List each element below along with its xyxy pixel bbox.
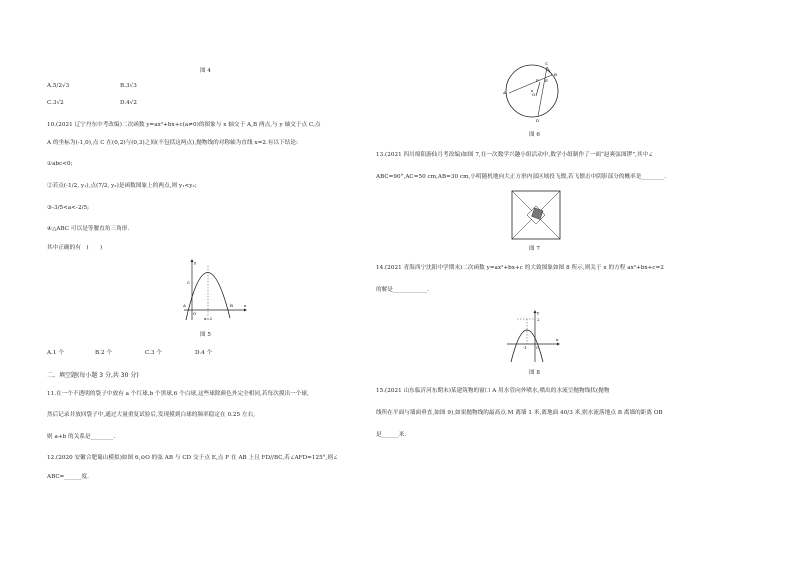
q9-option-a: A.5/2√3 [47,83,70,89]
q10-option-a: A.1 个 [47,350,64,356]
fig6-chord-cd [538,67,547,116]
fig5-label-x: x [244,303,247,308]
q15-line-3: 是______米. [376,432,407,438]
fig8-label-y: y [537,310,540,315]
q15-line-2: 线所在平面与墙面垂直,如图 9),如果抛物线的最高点 M 离墙 1 米,离地面 40/3 米,则水流落地点 B 离墙的距离 OB [376,410,663,416]
fig4-caption: 图 4 [200,68,211,74]
q9-option-d: D.4√2 [120,100,137,106]
section-2-heading: 二、填空题(每小题 3 分,共 30 分) [47,372,139,379]
fig6-caption: 图 6 [529,132,540,138]
fig5-caption: 图 5 [200,332,211,338]
figure-7-square [510,189,562,241]
fig5-label-axis: x=2 [204,316,213,321]
fig6-label-c: C [545,61,549,66]
q10-line-1: 10.(2021 辽宁丹东中考改编)二次函数 y=ax²+bx+c(a≠0)的图象与 x 轴交于 A,B 两点,与 y 轴交于点 C,点 [47,122,321,128]
fig6-label-a: A [503,90,506,95]
fig5-label-a: A [183,303,186,308]
q13-line-1: 13.(2021 四川绵阳游仙月考改编)如图 7,在一次数学兴趣小组活动中,数学小组制作了一面“赵爽弦图锣”,其中∠ [376,152,654,158]
q12-line-2: ABC=______度. [47,474,89,480]
fig5-label-o: O [193,311,197,316]
q10-line-2: A 的坐标为(-1,0),点 C 在(0,2)与(0,3)之间(不包括这两点),抛物线的对称轴为直线 x=2.有以下结论: [47,140,298,146]
q10-statement-3: ③-3/5<a<-2/5; [47,205,90,211]
q11-line-2: 然后记录并放回袋子中,通过大量重复试验后,发现摸到白球的频率稳定在 0.25 左右, [47,412,256,418]
q10-option-c: C.3 个 [145,350,163,356]
q10-statement-1: ①abc<0; [47,161,73,167]
q14-line-2: 的解是____________. [376,287,429,293]
fig6-label-f: F [536,78,539,83]
fig6-segment-bc [547,67,552,75]
q10-prompt: 其中正确的有 ( ) [47,245,103,251]
fig8-label-minus-1: -1 [523,345,527,350]
fig5-label-y: y [194,260,197,265]
q13-line-2: ABC=90°,AC=50 cm,AB=30 cm,小明随机地向大正方形内部区域投飞镖,若飞镖击中阴影部分的概率是________. [376,174,667,180]
figure-6-circle [500,56,564,124]
q10-statement-2: ②若点(-1/2, y₁),点(7/2, y₂)是函数图象上的两点,则 y₁<y₂; [47,183,197,189]
fig7-caption: 图 7 [529,246,540,252]
figure-5-parabola [170,256,250,324]
q10-statement-4: ④△ABC 可以是等腰直角三角形. [47,226,130,232]
figure-8-parabola [503,308,561,364]
q11-line-1: 11.在一个不透明的袋子中放有 a 个红球,b 个黑球,6 个白球,这些球除颜色外完全相同,若每次摸出一个球, [47,391,309,397]
q11-line-3: 则 a+b 的关系是________. [47,434,116,440]
fig6-label-e: E [545,78,548,83]
q10-option-d: D.4 个 [195,350,213,356]
fig8-label-2: 2 [537,317,540,322]
q9-option-b: B.3√3 [120,83,137,89]
fig6-label-d: D [536,118,540,123]
fig5-label-b: B [230,303,233,308]
fig8-label-o: O [536,345,540,350]
q10-option-b: B.2 个 [95,350,113,356]
q14-line-1: 14.(2021 青海西宁沈阳中学期末)二次函数 y=ax²+bx+c 的大致图象如图 8 所示,则关于 x 的方程 ax²+bx+c=2 [376,265,664,271]
q15-line-1: 15.(2021 山东临沂河东期末)某建筑物的窗口 A 用水管向外喷水,喷出的水流呈抛物线状(抛物 [376,388,610,394]
fig6-label-b: B [554,72,557,77]
fig6-label-o: O [532,92,536,97]
fig8-label-x: x [556,337,559,342]
fig5-label-c: C [187,280,191,285]
q9-option-c: C.3√2 [47,100,64,106]
fig6-segment-fd [536,82,540,96]
fig8-caption: 图 8 [529,370,540,376]
q12-line-1: 12.(2020 安徽合肥蜀山模拟)如图 6,⊙O 的弦 AB 与 CD 交于点 E,点 F 在 AB 上且 FD//BC,若∠AFD=125°,则∠ [47,455,338,461]
